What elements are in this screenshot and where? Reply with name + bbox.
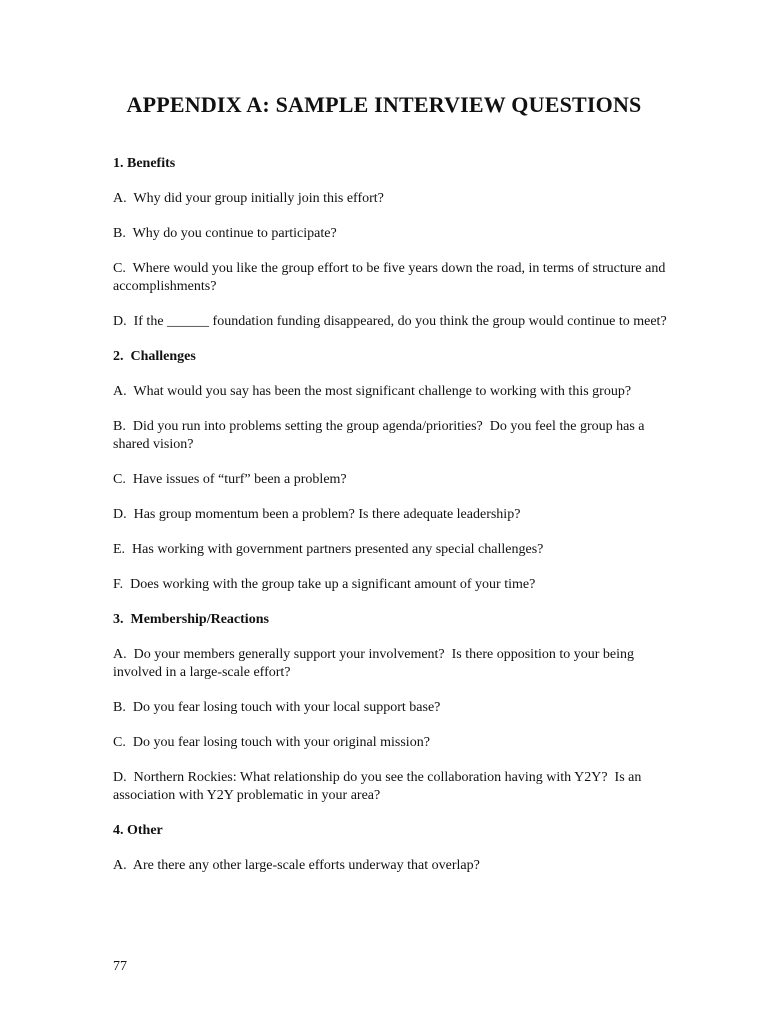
- question-item: D. If the ______ foundation funding disappeared, do you think the group would continue to meet?: [113, 314, 667, 329]
- section-benefits: [113, 155, 678, 331]
- question-item: A. Why did your group initially join this effort?: [113, 191, 384, 206]
- page-title: APPENDIX A: SAMPLE INTERVIEW QUESTIONS: [126, 92, 642, 117]
- section-heading: 2. Challenges: [113, 349, 196, 364]
- section-heading: 4. Other: [113, 823, 163, 838]
- section-challenges: [113, 348, 678, 594]
- question-item: C. Have issues of “turf” been a problem?: [113, 472, 347, 487]
- question-item: C. Where would you like the group effort to be five years down the road, in terms of structure and accomplishments?: [113, 261, 669, 294]
- section-heading: 3. Membership/Reactions: [113, 612, 269, 627]
- question-item: D. Northern Rockies: What relationship do you see the collaboration having with Y2Y? Is an association with Y2Y problematic in your area?: [113, 770, 645, 803]
- section-membership-reactions: [113, 611, 678, 805]
- question-item: D. Has group momentum been a problem? Is there adequate leadership?: [113, 507, 521, 522]
- document-body: [113, 155, 678, 892]
- question-item: E. Has working with government partners presented any special challenges?: [113, 542, 544, 557]
- page-number: 77: [113, 959, 127, 974]
- question-item: B. Do you fear losing touch with your local support base?: [113, 700, 441, 715]
- question-item: B. Why do you continue to participate?: [113, 226, 337, 241]
- question-item: F. Does working with the group take up a significant amount of your time?: [113, 577, 536, 592]
- section-heading: 1. Benefits: [113, 156, 176, 171]
- question-item: A. Are there any other large-scale efforts underway that overlap?: [113, 858, 480, 873]
- question-item: B. Did you run into problems setting the group agenda/priorities? Do you feel the group has a shared vision?: [113, 419, 649, 452]
- question-item: C. Do you fear losing touch with your original mission?: [113, 735, 430, 750]
- section-other: [113, 822, 678, 875]
- question-item: A. What would you say has been the most significant challenge to working with this group?: [113, 384, 632, 399]
- question-item: A. Do your members generally support your involvement? Is there opposition to your being involved in a large-scale effort?: [113, 647, 638, 680]
